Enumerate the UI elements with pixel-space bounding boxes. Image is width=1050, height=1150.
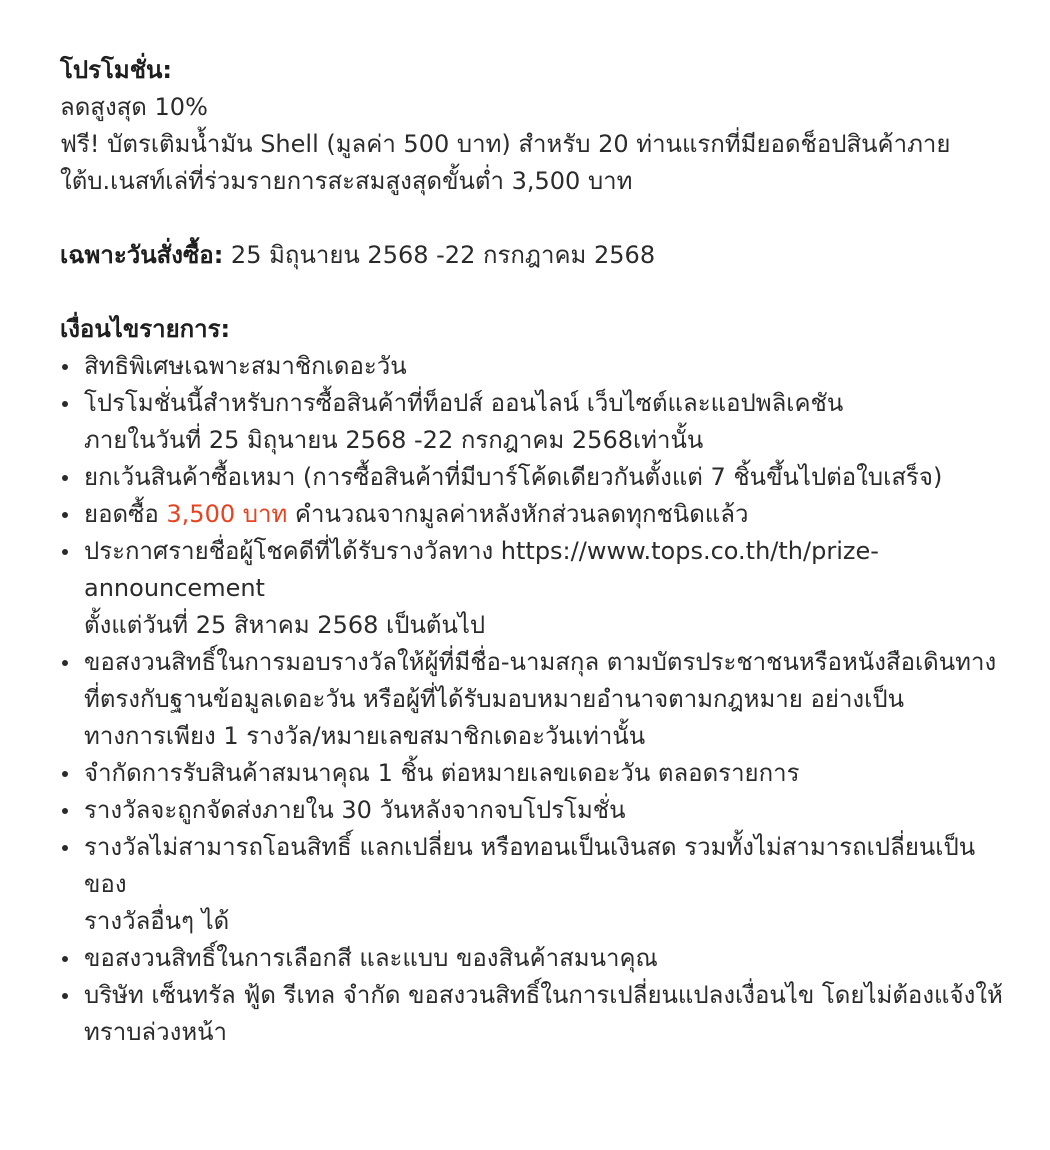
conditions-heading: เงื่อนไขรายการ: [60,315,231,343]
promotion-line: ลดสูงสุด 10% [60,93,208,121]
conditions-list [60,348,1010,1051]
condition-item [60,755,1010,792]
condition-text: ตั้งแต่วันที่ 25 สิหาคม 2568 เป็นต้นไป [84,611,486,639]
condition-text: บริษัท เซ็นทรัล ฟู้ด รีเทล จำกัด ขอสงวนสิทธิ์ในการเปลี่ยนแปลงเงื่อนไข โดยไม่ต้องแจ้งให้ [84,981,1003,1009]
condition-text: ขอสงวนสิทธิ์ในการมอบรางวัลให้ผู้ที่มีชื่อ-นามสกุล ตามบัตรประชาชนหรือหนังสือเดินทาง [84,648,997,676]
condition-text: รางวัลอื่นๆ ได้ [84,907,230,935]
condition-text: ภายในวันที่ 25 มิถุนายน 2568 -22 กรกฎาคม 2568เท่านั้น [84,426,704,454]
condition-item [60,533,1010,644]
condition-text: ที่ตรงกับฐานข้อมูลเดอะวัน หรือผู้ที่ได้รับมอบหมายอำนาจตามกฎหมาย อย่างเป็น [84,685,904,713]
spacer [60,200,1010,237]
promotion-line: ฟรี! บัตรเติมน้ำมัน Shell (มูลค่า 500 บาท) สำหรับ 20 ท่านแรกที่มียอดช็อปสินค้าภาย [60,130,951,158]
order-dates-value: 25 มิถุนายน 2568 -22 กรกฎาคม 2568 [223,241,656,269]
condition-text: จำกัดการรับสินค้าสมนาคุณ 1 ชิ้น ต่อหมายเลขเดอะวัน ตลอดรายการ [84,759,800,787]
spacer [60,274,1010,311]
condition-text: ยกเว้นสินค้าซื้อเหมา (การซื้อสินค้าที่มีบาร์โค้ดเดียวกันตั้งแต่ 7 ชิ้นขึ้นไปต่อใบเสร็จ) [84,463,943,491]
condition-text: ทราบล่วงหน้า [84,1018,228,1046]
condition-text: รางวัลจะถูกจัดส่งภายใน 30 วันหลังจากจบโปรโมชั่น [84,796,626,824]
condition-item [60,348,1010,385]
condition-item [60,496,1010,533]
condition-text: ยอดซื้อ [84,500,167,528]
condition-text: สิทธิพิเศษเฉพาะสมาชิกเดอะวัน [84,352,407,380]
condition-text: โปรโมชั่นนี้สำหรับการซื้อสินค้าที่ท็อปส์ ออนไลน์ เว็บไซต์และแอปพลิเคชัน [84,389,844,417]
condition-item [60,459,1010,496]
minimum-spend-highlight: 3,500 บาท [166,500,288,528]
condition-item [60,792,1010,829]
order-dates-label: เฉพาะวันสั่งซื้อ: [60,241,224,269]
condition-item [60,940,1010,977]
condition-text: ประกาศรายชื่อผู้โชคดีที่ได้รับรางวัลทาง https://www.tops.co.th/th/prize-announcement [84,537,879,602]
condition-text: ทางการเพียง 1 รางวัล/หมายเลขสมาชิกเดอะวันเท่านั้น [84,722,646,750]
promotion-heading: โปรโมชั่น: [60,56,173,84]
promotion-line: ใต้บ.เนสท์เล่ที่ร่วมรายการสะสมสูงสุดขั้นต่ำ 3,500 บาท [60,167,633,195]
condition-text: คำนวณจากมูลค่าหลังหักส่วนลดทุกชนิดแล้ว [287,500,749,528]
condition-item [60,829,1010,940]
condition-text: รางวัลไม่สามารถโอนสิทธิ์ แลกเปลี่ยน หรือทอนเป็นเงินสด รวมทั้งไม่สามารถเปลี่ยนเป็นของ [84,833,976,898]
condition-item [60,977,1010,1051]
condition-item [60,644,1010,755]
condition-text: ขอสงวนสิทธิ์ในการเลือกสี และแบบ ของสินค้าสมนาคุณ [84,944,658,972]
condition-item [60,385,1010,459]
order-dates [60,237,1010,274]
